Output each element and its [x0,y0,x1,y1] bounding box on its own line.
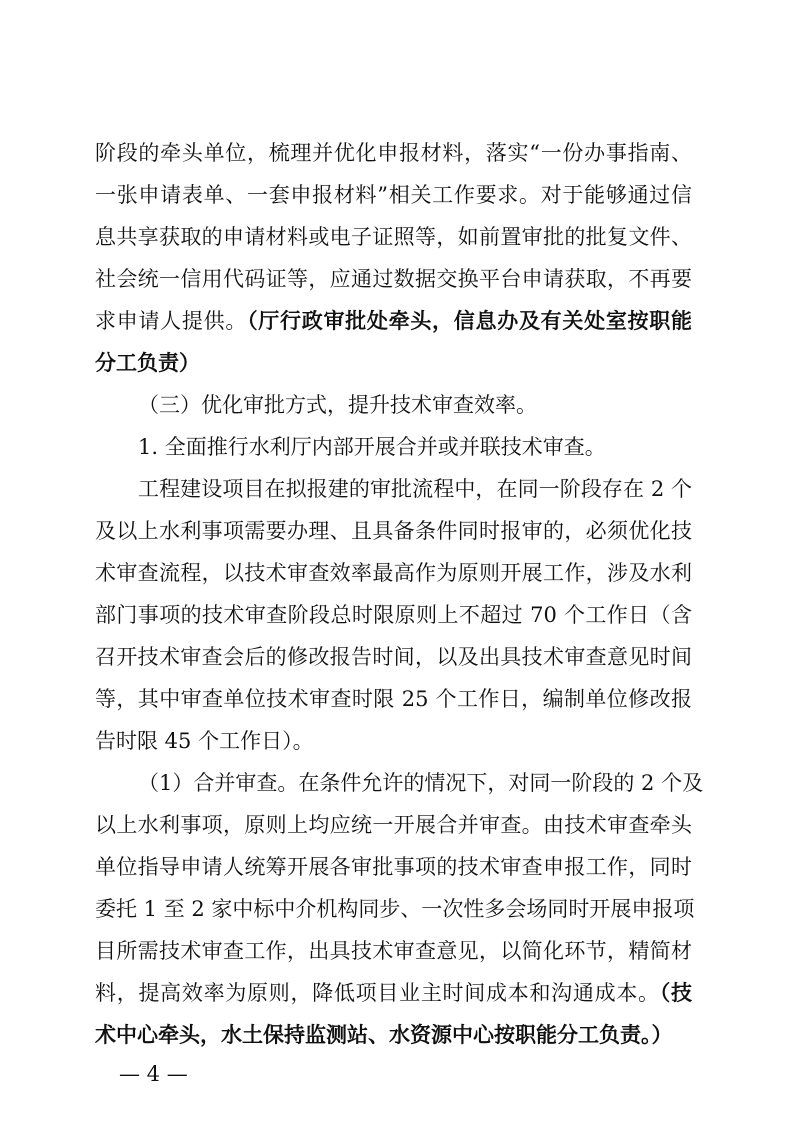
body-line-15: 告时限 45 个工作日）。 [95,729,314,753]
body-line-12: 部门事项的技术审查阶段总时限原则上不超过 70 个工作日（含 [95,603,692,627]
body-line-4: 社会统一信用代码证等，应通过数据交换平台申请获取，不再要 [95,267,692,291]
body-line-18: 单位指导申请人统筹开展各审批事项的技术审查申报工作，同时 [95,855,692,879]
body-line-21 [95,979,692,1007]
line-5-plain-text: 求申请人提供。 [95,309,248,333]
line-21-bold-text: （技 [659,980,693,1005]
body-line-1: 阶段的牵头单位，梳理并优化申报材料，落实“一份办事指南、 [95,141,692,165]
section-heading-3: （三）优化审批方式，提升技术审查效率。 [138,393,537,417]
line-21-plain-text: 料，提高效率为原则，降低项目业主时间成本和沟通成本。 [95,981,660,1005]
body-line-5 [95,307,692,335]
body-line-9: 工程建设项目在拟报建的审批流程中，在同一阶段存在 2 个 [138,477,692,501]
body-line-19: 委托 1 至 2 家中标中介机构同步、一次性多会场同时开展申报项 [95,897,695,921]
body-line-11: 术审查流程，以技术审查效率最高作为原则开展工作，涉及水利 [95,561,692,585]
line-5-bold-text: （厅行政审批处牵头，信息办及有关处室按职能 [247,308,693,333]
body-line-20: 目所需技术审查工作，出具技术审查意见，以简化环节，精简材 [95,939,692,963]
subheading-1: 1. 全面推行水利厅内部开展合并或并联技术审查。 [138,435,606,459]
body-line-3: 息共享获取的申请材料或电子证照等，如前置审批的批复文件、 [95,225,692,249]
body-line-22: 术中心牵头，水土保持监测站、水资源中心按职能分工负责。） [95,1022,673,1047]
body-line-2: 一张申请表单、一套申报材料”相关工作要求。对于能够通过信 [95,183,692,207]
body-line-17: 以上水利事项，原则上均应统一开展合并审查。由技术审查牵头 [95,813,692,837]
body-line-14: 等，其中审查单位技术审查时限 25 个工作日，编制单位修改报 [95,687,692,711]
body-line-16: （1）合并审查。在条件允许的情况下，对同一阶段的 2 个及 [138,771,704,795]
body-line-13: 召开技术审查会后的修改报告时间，以及出具技术审查意见时间 [95,645,692,669]
page-number: — 4 — [119,1062,188,1086]
body-line-6: 分工负责） [95,350,200,375]
body-line-10: 及以上水利事项需要办理、且具备条件同时报审的，必须优化技 [95,519,692,543]
